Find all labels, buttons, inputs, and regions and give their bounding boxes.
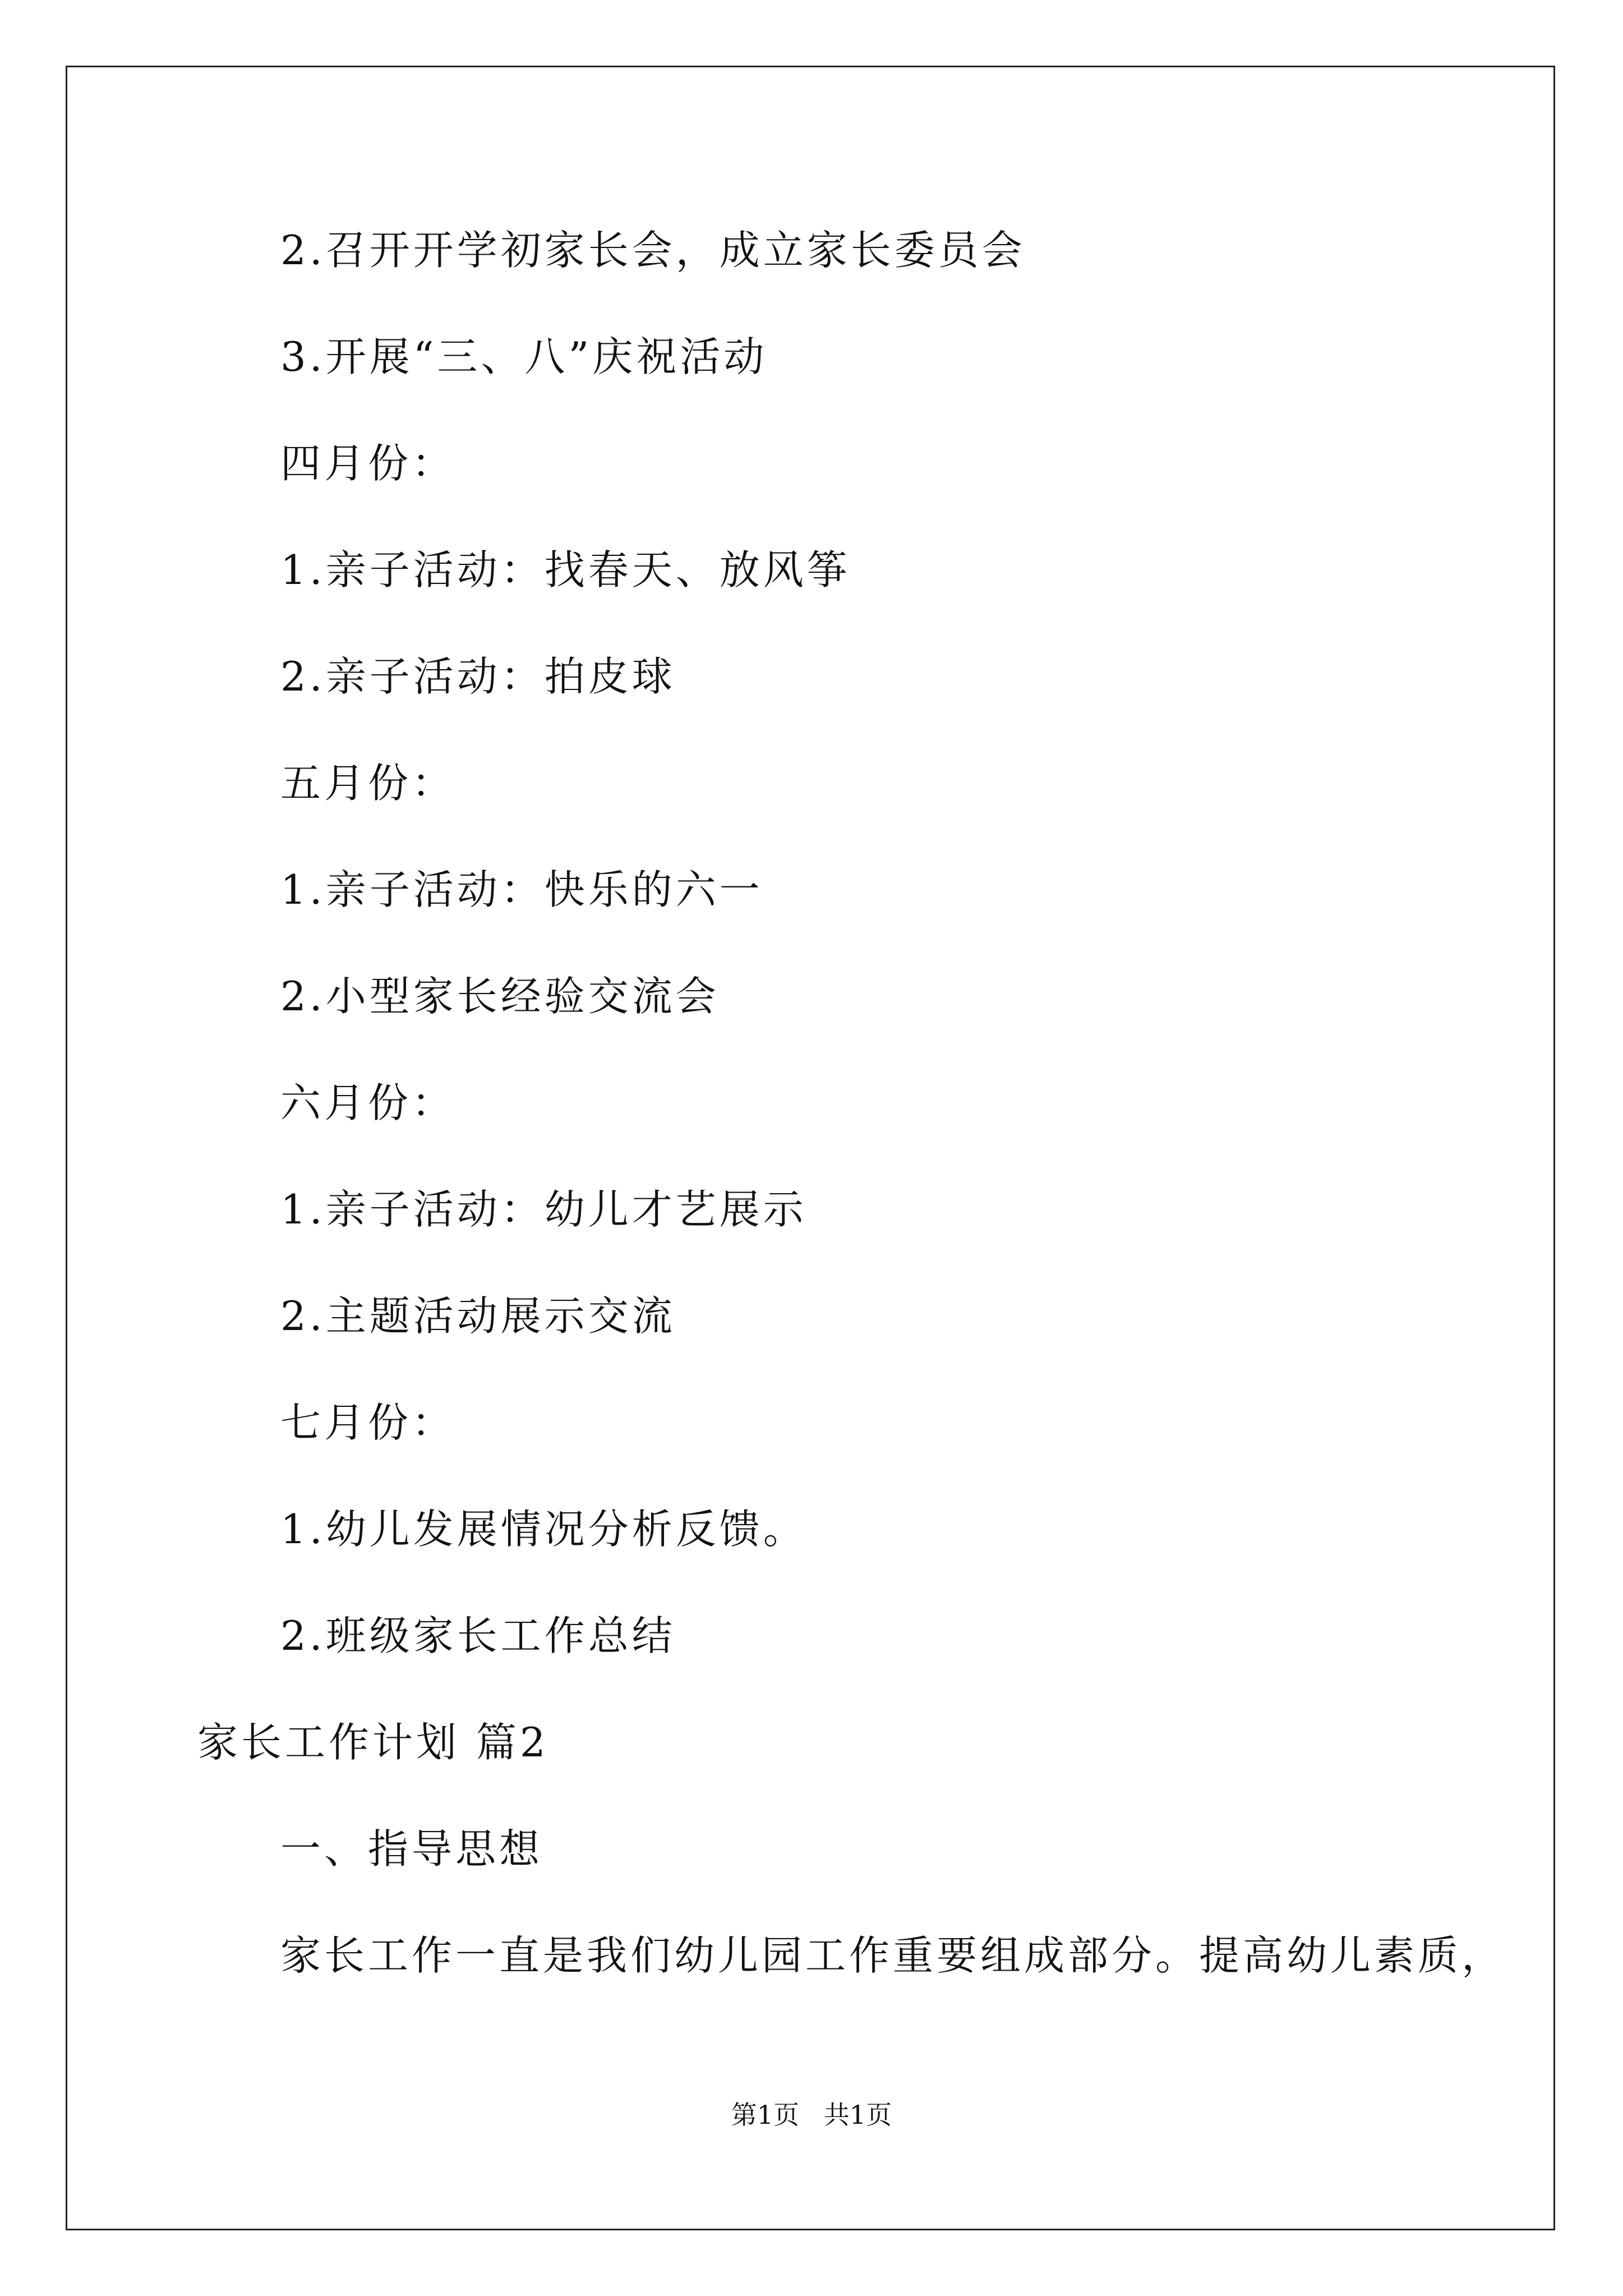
- month-heading: 七月份：: [280, 1399, 456, 1446]
- body-line: 2.主题活动展示交流: [280, 1292, 676, 1340]
- body-line: 3.开展“三、八”庆祝活动: [280, 333, 768, 380]
- section-title: 家长工作计划 篇2: [197, 1719, 549, 1766]
- body-line: 2.亲子活动：拍皮球: [280, 653, 676, 700]
- month-heading: 六月份：: [280, 1079, 456, 1126]
- page-footer: 第1页 共1页: [731, 2100, 892, 2130]
- paragraph-line: 家长工作一直是我们幼儿园工作重要组成部分。提高幼儿素质，: [280, 1932, 1506, 1979]
- body-line: 2.班级家长工作总结: [280, 1612, 676, 1659]
- body-line: 1.幼儿发展情况分析反馈。: [280, 1506, 807, 1553]
- body-line: 1.亲子活动：找春天、放风筝: [280, 546, 851, 593]
- body-line: 2.召开开学初家长会，成立家长委员会: [280, 227, 1026, 274]
- month-heading: 四月份：: [280, 440, 456, 487]
- body-line: 2.小型家长经验交流会: [280, 973, 720, 1020]
- month-heading: 五月份：: [280, 760, 456, 807]
- body-line: 1.亲子活动：幼儿才艺展示: [280, 1186, 807, 1233]
- page-border: [66, 66, 1555, 2230]
- body-line: 1.亲子活动：快乐的六一: [280, 866, 763, 913]
- section-heading: 一、指导思想: [280, 1825, 543, 1872]
